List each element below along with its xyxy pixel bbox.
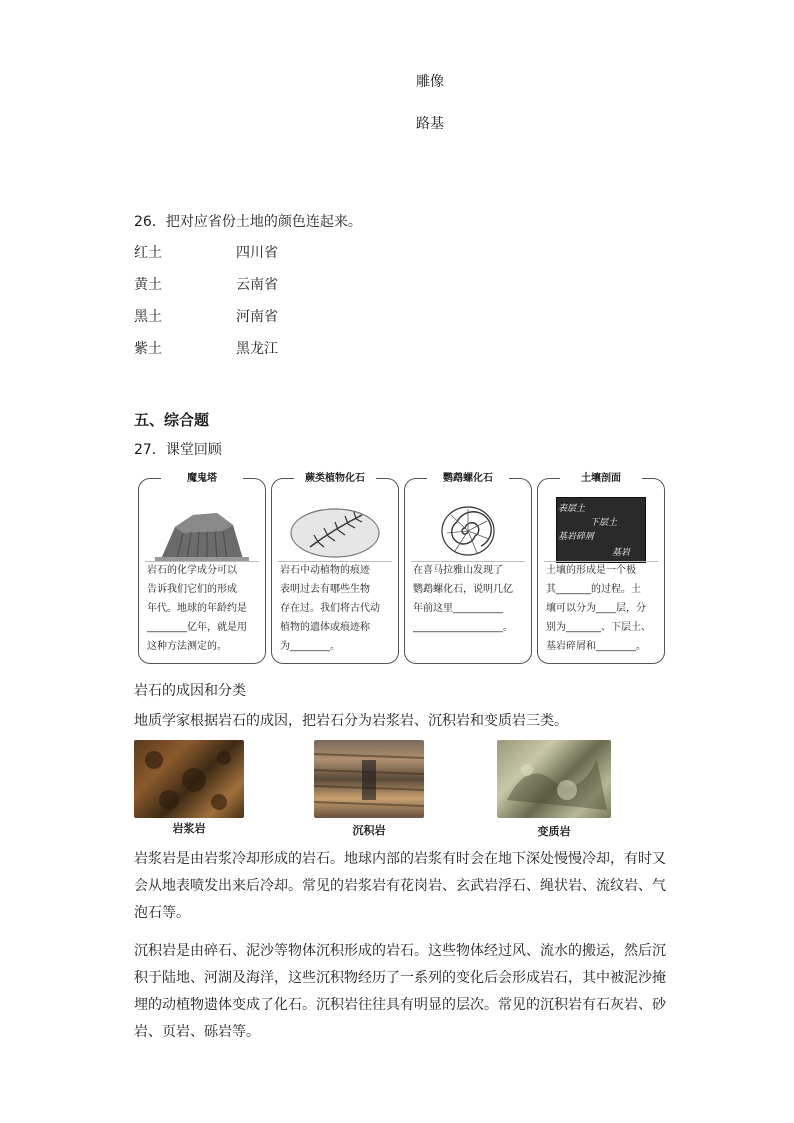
soil-label: 表层土 bbox=[558, 504, 586, 514]
card-text: 土壤的形成是一个极 其_______的过程。土 壤可以分为____层，分 别为_______、下层土、 基岩碎屑和________。 bbox=[546, 565, 651, 652]
sedimentary-rock-photo bbox=[314, 740, 424, 818]
review-card-devils-tower bbox=[138, 473, 266, 664]
nautilus-fossil-illustration bbox=[419, 497, 517, 563]
card-title: 鹦鹉螺化石 bbox=[427, 470, 509, 488]
metamorphic-rock-photo bbox=[497, 740, 611, 818]
q26-left-item: 红土 bbox=[134, 245, 162, 261]
q27-title: 27．课堂回顾 bbox=[134, 442, 222, 458]
section-title: 五、综合题 bbox=[134, 411, 210, 429]
q26-right-item: 云南省 bbox=[236, 277, 278, 293]
q26-left-item: 黄土 bbox=[134, 277, 162, 293]
card-text: 在喜马拉雅山发现了 鹦鹉螺化石，说明几亿 年前这里__________ __________________。 bbox=[413, 565, 513, 633]
soil-label: 基岩碎屑 bbox=[558, 532, 595, 542]
review-card-nautilus-fossil bbox=[404, 473, 532, 664]
q26-right-item: 四川省 bbox=[236, 245, 278, 261]
review-card-soil-profile bbox=[537, 473, 665, 664]
card-title: 蕨类植物化石 bbox=[294, 470, 376, 488]
metamorphic-rock-caption: 变质岩 bbox=[537, 825, 571, 838]
igneous-rock-caption: 岩浆岩 bbox=[172, 822, 206, 835]
word-roadbed: 路基 bbox=[416, 116, 444, 132]
igneous-rock-photo bbox=[134, 740, 244, 818]
soil-profile-illustration bbox=[556, 497, 646, 563]
soil-label: 基岩 bbox=[612, 548, 631, 558]
soil-label: 下层土 bbox=[590, 518, 618, 528]
rocks-intro: 地质学家根据岩石的成因，把岩石分为岩浆岩、沉积岩和变质岩三类。 bbox=[134, 713, 568, 729]
q26-left-item: 紫土 bbox=[134, 341, 162, 357]
q26-right-item: 黑龙江 bbox=[236, 341, 278, 357]
sedimentary-rock-caption: 沉积岩 bbox=[352, 824, 386, 837]
q26-title: 26．把对应省份土地的颜色连起来。 bbox=[134, 214, 362, 230]
review-card-fern-fossil bbox=[271, 473, 399, 664]
rocks-heading: 岩石的成因和分类 bbox=[134, 683, 246, 699]
sedimentary-rock-paragraph: 沉积岩是由碎石、泥沙等物体沉积形成的岩石。这些物体经过风、流水的搬运，然后沉积于陆地、河湖及海洋，这些沉积物经历了一系列的变化后会形成岩石，其中被泥沙掩埋的动植物遗体变成了化石。沉积岩往往具有明显的层次。常见的沉积岩有石灰岩、砂岩、页岩、砾岩等。 bbox=[134, 943, 666, 1040]
devils-tower-illustration bbox=[153, 497, 251, 563]
igneous-rock-paragraph: 岩浆岩是由岩浆冷却形成的岩石。地球内部的岩浆有时会在地下深处慢慢冷却，有时又会从地表喷发出来后冷却。常见的岩浆岩有花岗岩、玄武岩浮石、绳状岩、流纹岩、气泡石等。 bbox=[134, 851, 666, 921]
card-title: 魔鬼塔 bbox=[161, 470, 243, 488]
card-text: 岩石中动植物的痕迹 表明过去有哪些生物 存在过。我们将古代动 植物的遗体或痕迹称 为________。 bbox=[280, 565, 380, 652]
card-text: 岩石的化学成分可以 告诉我们它们的形成 年代。地球的年龄约是 ________亿年，就是用 这种方法测定的。 bbox=[147, 565, 247, 652]
card-title: 土壤剖面 bbox=[560, 470, 642, 488]
q26-left-item: 黑土 bbox=[134, 309, 162, 325]
fern-fossil-illustration bbox=[286, 497, 384, 563]
word-sculpture: 雕像 bbox=[416, 74, 444, 90]
q26-right-item: 河南省 bbox=[236, 309, 278, 325]
